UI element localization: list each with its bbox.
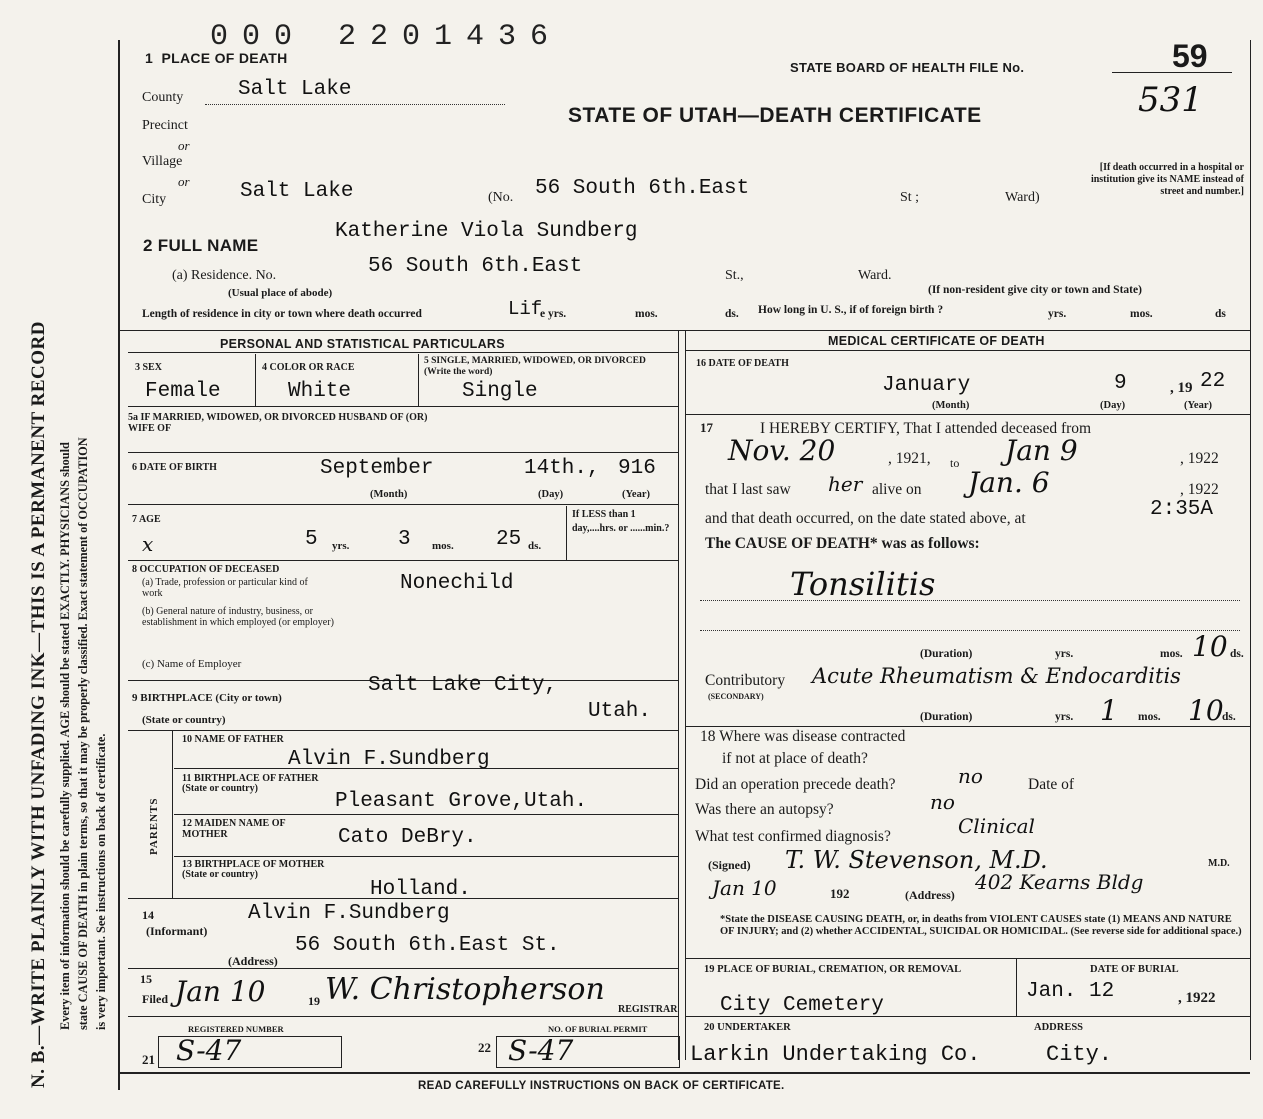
length-residence-label: Length of residence in city or town where death occurred (142, 308, 422, 320)
contracted-label: 18 Where was disease contracted (700, 728, 906, 745)
occupation-a-label: (a) Trade, profession or particular kind of work (142, 577, 308, 599)
cause-line-1 (700, 600, 1240, 601)
age-years-label: yrs. (332, 540, 350, 552)
serial-number: 000 2201436 (210, 20, 563, 54)
filed-label: Filed (142, 992, 168, 1006)
burial-year: , 1922 (1178, 990, 1216, 1006)
mother-birthplace-label: 13 BIRTHPLACE OF MOTHER (State or country) (182, 859, 325, 880)
cause-of-death-label: The CAUSE OF DEATH* was as follows: (705, 535, 980, 552)
residence-value: 56 South 6th.East (368, 255, 583, 278)
cause-line-2 (700, 630, 1240, 631)
secondary-label: (SECONDARY) (708, 692, 764, 701)
contrib-duration-label: (Duration) (920, 711, 973, 723)
dob-year-caption: (Year) (622, 489, 650, 500)
cause-footnote: *State the DISEASE CAUSING DEATH, or, in deaths from VIOLENT CAUSES state (1) MEANS AND NATURE OF INJURY; and (2) whether ACCIDENTAL, SUICIDAL OR HOMICIDAL. (See reverse side for additional space.) (720, 914, 1242, 937)
personal-header: PERSONAL AND STATISTICAL PARTICULARS (220, 337, 505, 351)
dob-year: 916 (618, 457, 656, 480)
hospital-note: [If death occurred in a hospital or institution give its NAME instead of street and number.] (1090, 162, 1244, 197)
date-of-death-year-prefix: , 19 (1170, 380, 1193, 396)
certificate-number: 531 (1138, 80, 1203, 120)
signed-label: (Signed) (708, 858, 751, 872)
personal-header-line (128, 352, 678, 353)
father-birthplace: Pleasant Grove,Utah. (335, 790, 588, 813)
county-value: Salt Lake (238, 78, 352, 101)
informant-label: (Informant) (146, 924, 208, 938)
duration-label: (Duration) (920, 648, 973, 660)
marital-label: 5 SINGLE, MARRIED, WIDOWED, OR DIVORCED (Write the word) (424, 356, 646, 377)
dob-label: 6 DATE OF BIRTH (132, 462, 217, 473)
right-border (1250, 40, 1251, 1060)
dob-month-caption: (Month) (370, 489, 408, 500)
date-of-death-day: 9 (1114, 372, 1127, 395)
marital-value: Single (462, 380, 538, 403)
village-label: Village (142, 154, 183, 169)
certify-text: I HEREBY CERTIFY, That I attended deceased from (760, 420, 1092, 437)
row-line-6 (128, 730, 678, 731)
residence-st-label: St., (725, 268, 744, 283)
spouse-label: 5a IF MARRIED, WIDOWED, OR DIVORCED HUSBAND OF (OR) WIFE OF (128, 412, 428, 434)
duration-mos-label: mos. (1160, 648, 1183, 660)
filed-number: 15 (140, 972, 152, 986)
occupation-value: Nonechild (400, 572, 514, 595)
mother-name-label: 12 MAIDEN NAME OF MOTHER (182, 818, 286, 840)
file-number-label: STATE BOARD OF HEALTH FILE No. (790, 60, 1025, 75)
undertaker-address: City. (1046, 1042, 1113, 1067)
birthplace-state: Utah. (588, 700, 652, 723)
contrib-duration-months: 1 (1100, 694, 1118, 727)
center-divider-inner (678, 330, 679, 1060)
foreign-yrs-label: yrs. (1048, 308, 1067, 320)
age-label: 7 AGE (132, 514, 161, 525)
burial-date-divider (1016, 958, 1017, 1016)
permanent-record-notice: N. B.—WRITE PLAINLY WITH UNFADING INK—THIS IS A PERMANENT RECORD (28, 321, 49, 1088)
contrib-duration-days: 10 (1188, 694, 1224, 727)
row-line-7 (174, 768, 678, 769)
cause-of-death: Tonsilitis (790, 565, 936, 603)
race-value: White (288, 380, 352, 403)
test-label: What test confirmed diagnosis? (695, 828, 891, 845)
duration-yrs-label: yrs. (1055, 648, 1074, 660)
abode-label: (Usual place of abode) (228, 287, 333, 299)
less-than-day-label: If LESS than 1 day,....hrs. or ......min.? (572, 509, 670, 534)
autopsy-label: Was there an autopsy? (695, 801, 834, 818)
informant-address: 56 South 6th.East St. (295, 934, 560, 957)
informant-name: Alvin F.Sundberg (248, 902, 450, 925)
row-line-2 (128, 452, 678, 453)
birthplace-city: Salt Lake City, (368, 674, 558, 697)
or-label-1: or (178, 138, 190, 153)
foreign-ds-label: ds (1215, 308, 1226, 320)
burial-date-label: DATE OF BURIAL (1090, 964, 1179, 975)
sex-label: 3 SEX (135, 362, 162, 373)
attended-from-date: Nov. 20 (728, 434, 836, 467)
employer-label: (c) Name of Employer (142, 658, 242, 670)
row-line-12 (128, 1016, 678, 1017)
age-days-label: ds. (528, 540, 542, 552)
operation-label: Did an operation precede death? (695, 776, 896, 793)
section-divider (118, 330, 1250, 331)
street-value: 56 South 6th.East (535, 177, 750, 200)
dob-month: September (320, 457, 434, 480)
residence-label: (a) Residence. No. (172, 268, 277, 283)
file-number: 59 (1172, 38, 1208, 74)
birthplace-state-label: (State or country) (142, 714, 226, 726)
medical-header-line (686, 350, 1250, 351)
last-saw-date: Jan. 6 (968, 466, 1050, 499)
contrib-mos-label: mos. (1138, 711, 1161, 723)
operation-value: no (958, 764, 983, 788)
md-label: M.D. (1208, 858, 1230, 869)
certify-number: 17 (700, 420, 713, 435)
length-residence-value: Lif (508, 298, 543, 320)
filed-year: 19 (308, 994, 320, 1008)
medical-row-line-1 (686, 414, 1250, 415)
alive-on-label: alive on (872, 481, 922, 498)
age-less-divider (566, 506, 567, 560)
mother-name: Cato DeBry. (338, 826, 477, 849)
contributory-cause: Acute Rheumatism & Endocarditis (812, 664, 1181, 688)
age-months-label: mos. (432, 540, 454, 552)
city-value: Salt Lake (240, 180, 354, 203)
row-line-11 (128, 968, 678, 969)
registrar-label: REGISTRAR (618, 1004, 678, 1015)
foreign-birth-label: How long in U. S., if of foreign birth ? (758, 304, 944, 316)
medical-row-line-2 (686, 726, 1250, 727)
burial-place: City Cemetery (720, 994, 884, 1017)
length-mos-label: mos. (635, 308, 658, 320)
ward-label: Ward) (1005, 190, 1040, 205)
burial-permit-number: S-47 (508, 1034, 574, 1067)
precinct-label: Precinct (142, 118, 188, 133)
race-marital-divider (418, 354, 419, 406)
last-saw-text: that I last saw (705, 481, 791, 498)
length-ds-label: ds. (725, 308, 739, 320)
informant-address-label: (Address) (228, 954, 278, 968)
parents-divider (172, 730, 173, 898)
burial-date: Jan. 12 (1026, 980, 1115, 1003)
dod-day-caption: (Day) (1100, 400, 1126, 411)
dod-year-caption: (Year) (1184, 400, 1212, 411)
file-number-line (1112, 72, 1232, 73)
registered-number-n: 21 (142, 1052, 155, 1067)
left-border (118, 40, 120, 1090)
date-of-death-label: 16 DATE OF DEATH (696, 358, 789, 369)
father-name: Alvin F.Sundberg (288, 748, 490, 771)
city-label: City (142, 192, 167, 207)
dod-month-caption: (Month) (932, 400, 970, 411)
center-divider (685, 330, 686, 1060)
last-saw-pronoun: her (828, 472, 863, 496)
death-occurred-text: and that death occurred, on the date stated above, at (705, 510, 1026, 527)
sex-value: Female (145, 380, 221, 403)
residence-ward-label: Ward. (858, 268, 892, 283)
row-line-3 (128, 504, 678, 505)
registered-number-label: REGISTERED NUMBER (188, 1024, 284, 1034)
registered-number: S-47 (176, 1034, 242, 1067)
attended-to-date: Jan 9 (1005, 434, 1078, 467)
medical-row-line-4 (686, 1016, 1250, 1017)
sign-year: 192 (830, 886, 850, 901)
mother-birthplace: Holland. (370, 878, 471, 901)
sex-race-divider (255, 354, 256, 406)
bottom-border (118, 1072, 1250, 1074)
side-instruction-1: Every item of information should be carefully supplied. AGE should be stated EXACTLY. PHYSICIANS should (58, 442, 72, 1030)
burial-permit-label: NO. OF BURIAL PERMIT (548, 1024, 648, 1034)
age-months: 3 (398, 528, 411, 551)
street-no-label: (No. (488, 190, 514, 205)
test-value: Clinical (958, 814, 1035, 838)
undertaker-name: Larkin Undertaking Co. (690, 1042, 981, 1067)
date-of-death-month: January (882, 374, 971, 397)
form-title: STATE OF UTAH—DEATH CERTIFICATE (568, 104, 982, 127)
row-line-4 (128, 560, 678, 561)
nonresident-note: (If non-resident give city or town and State) (928, 284, 1142, 296)
dob-day-caption: (Day) (538, 489, 564, 500)
county-label: County (142, 90, 184, 105)
side-instruction-3: is very important. See instructions on back of certificate. (94, 733, 108, 1030)
undertaker-address-label: ADDRESS (1034, 1022, 1084, 1033)
undertaker-label: 20 UNDERTAKER (704, 1022, 791, 1033)
age-days: 25 (496, 528, 522, 551)
parents-label: PARENTS (148, 797, 160, 855)
attended-to-year: , 1922 (1180, 450, 1219, 467)
operation-date-label: Date of (1028, 776, 1075, 793)
foreign-mos-label: mos. (1130, 308, 1153, 320)
footer-instructions: READ CAREFULLY INSTRUCTIONS ON BACK OF CERTIFICATE. (418, 1080, 785, 1092)
age-mark: x (142, 532, 154, 556)
last-saw-year: , 1922 (1180, 481, 1219, 498)
duration-ds-label: ds. (1230, 648, 1244, 660)
medical-row-line-3 (686, 958, 1250, 959)
row-line-10 (128, 898, 678, 899)
medical-header: MEDICAL CERTIFICATE OF DEATH (828, 334, 1045, 348)
sign-date: Jan 10 (712, 876, 777, 900)
county-line (205, 104, 505, 105)
or-label-2: or (178, 174, 190, 189)
burial-permit-n: 22 (478, 1040, 491, 1055)
contracted-label-2: if not at place of death? (722, 750, 868, 767)
race-label: 4 COLOR OR RACE (262, 362, 355, 373)
contrib-ds-label: ds. (1222, 711, 1236, 723)
full-name-value: Katherine Viola Sundberg (335, 220, 638, 243)
time-of-death: 2:35A (1150, 498, 1214, 521)
contributory-label: Contributory (705, 672, 786, 689)
full-name-label: 2 FULL NAME (143, 236, 259, 255)
date-of-death-year: 22 (1200, 370, 1226, 393)
physician-address-label: (Address) (905, 888, 955, 902)
physician-signature: T. W. Stevenson, M.D. (785, 846, 1048, 874)
autopsy-value: no (930, 790, 955, 814)
father-name-label: 10 NAME OF FATHER (182, 734, 284, 745)
birthplace-label: 9 BIRTHPLACE (City or town) (132, 692, 282, 704)
attended-from-year: , 1921, (888, 450, 931, 467)
registrar-signature: W. Christopherson (325, 972, 605, 1007)
occupation-label: 8 OCCUPATION OF DECEASED (132, 564, 280, 575)
physician-address: 402 Kearns Bldg (975, 870, 1144, 894)
informant-number: 14 (142, 908, 154, 922)
cause-duration-days: 10 (1192, 630, 1228, 663)
dob-day: 14th., (524, 457, 600, 480)
row-line-9 (174, 856, 678, 857)
length-yrs-label: e yrs. (540, 308, 567, 320)
to-label: to (950, 456, 960, 470)
row-line-8 (174, 814, 678, 815)
place-of-death-label: 1 PLACE OF DEATH (145, 50, 288, 66)
contrib-yrs-label: yrs. (1055, 711, 1074, 723)
father-birthplace-label: 11 BIRTHPLACE OF FATHER (State or country) (182, 773, 319, 794)
filed-date: Jan 10 (175, 975, 266, 1008)
occupation-b-label: (b) General nature of industry, business, or establishment in which employed (or employer) (142, 606, 334, 628)
row-line-1 (128, 406, 678, 407)
age-years: 5 (305, 528, 318, 551)
burial-place-label: 19 PLACE OF BURIAL, CREMATION, OR REMOVAL (704, 964, 962, 975)
street-st-label: St ; (900, 190, 920, 205)
side-instruction-2: state CAUSE OF DEATH in plain terms, so that it may be properly classified. Exact statement of OCCUPATION (76, 437, 90, 1030)
